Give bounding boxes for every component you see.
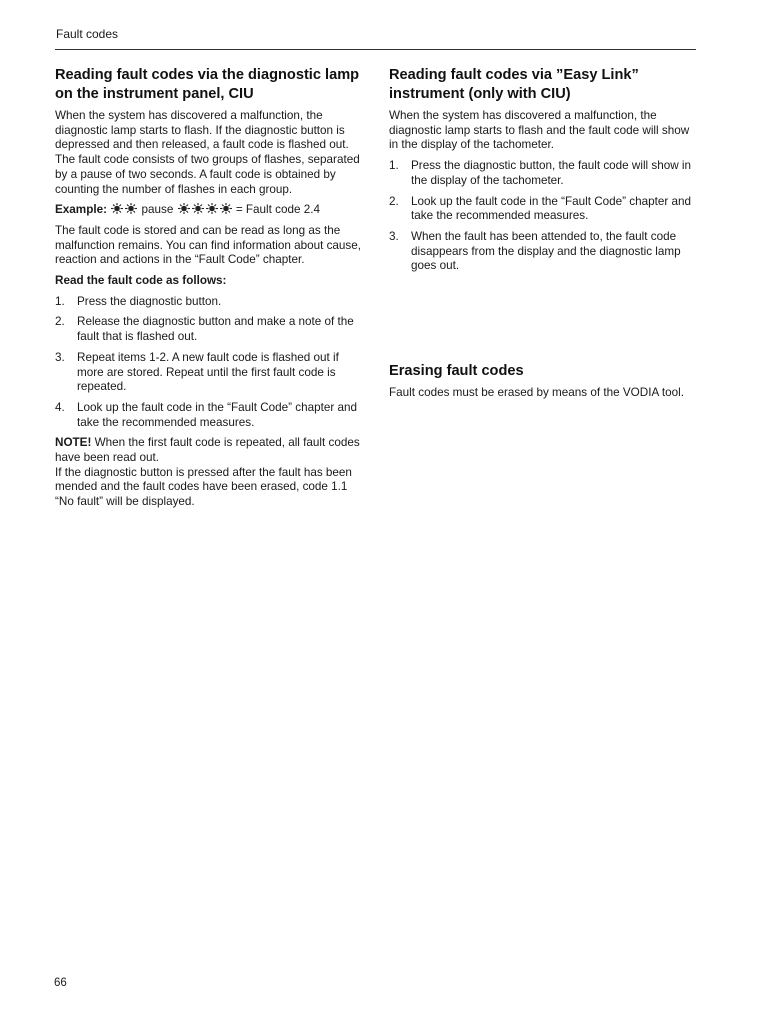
easy-link-steps-list xyxy=(389,159,695,274)
note-label: NOTE! xyxy=(55,436,92,450)
example-result: = Fault code 2.4 xyxy=(235,203,320,217)
flash-sun-icon xyxy=(177,203,191,214)
list-item: 1. Press the diagnostic button. xyxy=(55,294,222,308)
stored-code-paragraph: The fault code is stored and can be read as long as the malfunction remains. You can find information about cause, reaction and actions in the “Fault Code” chapter. xyxy=(55,223,362,267)
flash-sun-icon xyxy=(191,203,205,214)
erase-section xyxy=(389,362,695,401)
flash-groups-paragraph: The fault code consists of two groups of flashes, separated by a pause of two seconds. A fault code is obtained by counting the number of flashes in each group. xyxy=(55,153,360,196)
note-paragraph: NOTE! When the first fault code is repeated, all fault codes have been read out. xyxy=(55,436,360,465)
running-header: Fault codes xyxy=(56,27,119,41)
read-steps-list xyxy=(55,295,361,431)
flash-sun-icon xyxy=(205,203,219,214)
steps-heading: Read the fault code as follows: xyxy=(55,274,227,288)
list-item: 3. Repeat items 1-2. A new fault code is flashed out if more are stored. Repeat until the first fault code is repeated. xyxy=(55,350,339,394)
easy-link-intro: When the system has discovered a malfunction, the diagnostic lamp starts to flash and the fault code will show in the display of the tachometer. xyxy=(389,109,690,152)
intro-paragraph: When the system has discovered a malfunction, the diagnostic lamp starts to flash. If the diagnostic button is depressed and then released, a fault code is flashed out. xyxy=(55,109,349,152)
erased-code-paragraph: If the diagnostic button is pressed after the fault has been mended and the fault codes have been erased, code 1.1 “No fault” will be displayed. xyxy=(55,465,352,509)
example-line xyxy=(55,203,361,218)
erase-paragraph: Fault codes must be erased by means of the VODIA tool. xyxy=(389,386,684,399)
flash-sun-icon xyxy=(110,203,124,214)
left-column xyxy=(55,66,361,510)
flash-sun-icon xyxy=(124,203,138,214)
list-item: 2. Look up the fault code in the “Fault Code” chapter and take the recommended measures. xyxy=(389,194,692,223)
flash-sun-icon xyxy=(219,203,233,214)
section-title-ciu-lamp: Reading fault codes via the diagnostic lamp on the instrument panel, CIU xyxy=(55,67,360,102)
section-title-easy-link: Reading fault codes via ”Easy Link” instrument (only with CIU) xyxy=(389,67,639,102)
section-title-erasing: Erasing fault codes xyxy=(389,363,524,379)
example-label: Example: xyxy=(55,203,107,217)
list-item: 2. Release the diagnostic button and make a note of the fault that is flashed out. xyxy=(55,315,354,344)
list-item: 4. Look up the fault code in the “Fault Code” chapter and take the recommended measures. xyxy=(55,400,358,429)
example-pause: pause xyxy=(141,203,174,217)
page-number: 66 xyxy=(54,977,67,989)
list-item: 3. When the fault has been attended to, the fault code disappears from the display and the diagnostic lamp goes out. xyxy=(389,229,681,273)
right-column xyxy=(389,66,695,280)
header-rule xyxy=(55,49,696,50)
list-item: 1. Press the diagnostic button, the fault code will show in the display of the tachometer. xyxy=(389,159,692,187)
